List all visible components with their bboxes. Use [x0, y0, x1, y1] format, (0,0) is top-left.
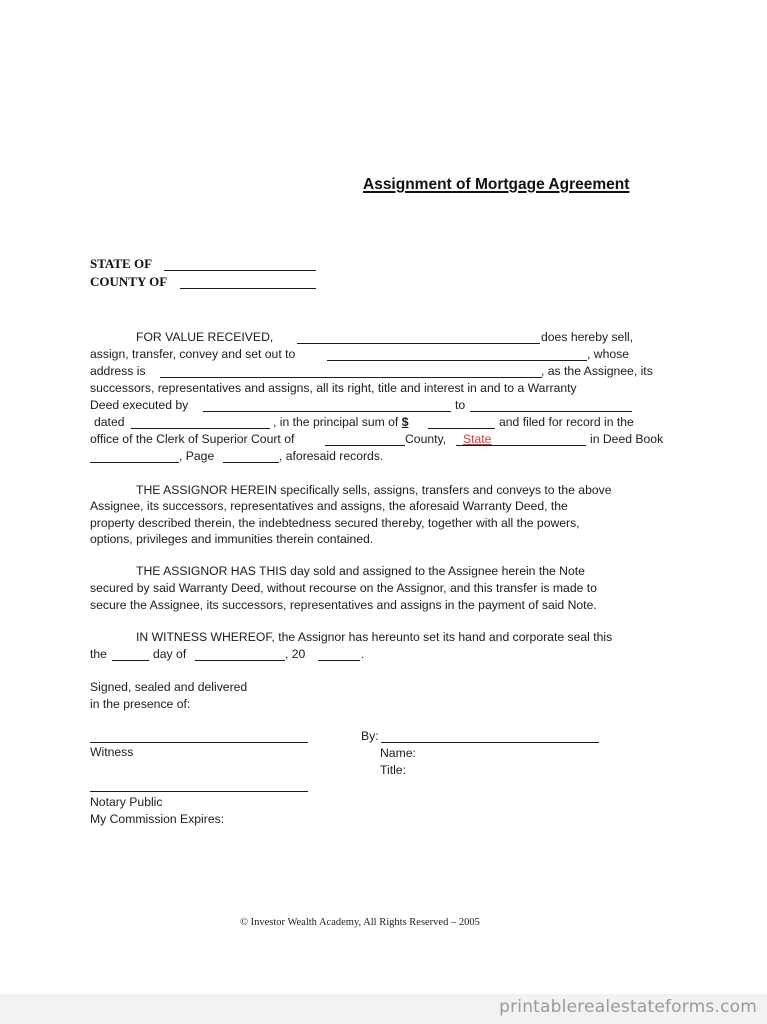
- para1-line2: [90, 346, 295, 363]
- state-placeholder: State: [463, 432, 492, 446]
- by-label: By:: [361, 729, 379, 743]
- state-of-text: STATE OF: [90, 256, 153, 271]
- para1-line7: [90, 431, 294, 448]
- county-blank[interactable]: [325, 445, 405, 446]
- para4-day-of: [153, 646, 186, 663]
- text: in Deed Book: [590, 432, 664, 446]
- text: dated: [94, 415, 125, 429]
- executed-to-blank[interactable]: [470, 411, 632, 412]
- assignor-signature-line[interactable]: [381, 742, 599, 743]
- text: , as the Assignee, its: [541, 364, 653, 378]
- witness-signature-line[interactable]: [90, 742, 308, 743]
- para4-line1: IN WITNESS WHEREOF, the Assignor has hereunto set its hand and corporate seal this: [136, 630, 613, 644]
- para1-line8: [179, 448, 214, 465]
- para4-end: [361, 646, 364, 663]
- title-label: Title:: [380, 763, 406, 777]
- para2-line2: Assignee, its successors, representatives and assigns, the aforesaid Warranty Deed, the: [90, 499, 568, 513]
- para3-line3: secure the Assignee, its successors, representatives and assigns in the payment of said Note.: [90, 598, 597, 612]
- text: , in the principal sum of: [273, 415, 399, 429]
- dated-blank[interactable]: [131, 428, 270, 429]
- document-title: Assignment of Mortgage Agreement: [363, 176, 630, 193]
- text: successors, representatives and assigns, all its right, title and interest in and to a Warranty: [90, 381, 577, 395]
- text: , whose: [587, 347, 630, 361]
- para1-line6: [94, 414, 125, 431]
- text: .: [361, 647, 365, 661]
- para1-line5-to: [455, 397, 465, 414]
- para1-line1: [136, 329, 273, 346]
- signed-sealed-label: Signed, sealed and delivered: [90, 680, 248, 694]
- text: the: [90, 647, 107, 661]
- para1-line6-end: [499, 414, 634, 431]
- para1-line6-mid: [273, 414, 409, 431]
- para1-line2-end: [587, 346, 629, 363]
- text: address is: [90, 364, 146, 378]
- month-blank[interactable]: [195, 660, 285, 661]
- text: , aforesaid records.: [279, 449, 384, 463]
- para1-line7-county: [405, 431, 446, 448]
- page-blank[interactable]: [223, 462, 279, 463]
- para1-line3-end: [541, 363, 653, 380]
- text: and filed for record in the: [499, 415, 634, 429]
- text: to: [455, 398, 466, 412]
- county-of-blank[interactable]: [180, 288, 316, 289]
- para3-line1: THE ASSIGNOR HAS THIS day sold and assigned to the Assignee herein the Note: [136, 564, 585, 578]
- state-field[interactable]: [463, 431, 491, 448]
- para1-line5: [90, 397, 188, 414]
- text: , Page: [179, 449, 215, 463]
- text: County,: [405, 432, 447, 446]
- day-blank[interactable]: [112, 660, 149, 661]
- text: , 20: [285, 647, 306, 661]
- copyright-footer: © Investor Wealth Academy, All Rights Reserved – 2005: [240, 917, 480, 928]
- deed-book-blank[interactable]: [90, 462, 179, 463]
- address-blank[interactable]: [160, 377, 542, 378]
- presence-of-label: in the presence of:: [90, 697, 191, 711]
- text: assign, transfer, convey and set out to: [90, 347, 296, 361]
- text: does hereby sell,: [541, 330, 634, 344]
- name-label: Name:: [380, 746, 416, 760]
- assignee-blank[interactable]: [327, 360, 587, 361]
- para2-line3: property described therein, the indebtedness secured thereby, together with all the powers,: [90, 516, 580, 530]
- text: Deed executed by: [90, 398, 189, 412]
- para1-line1-end: [541, 329, 633, 346]
- para2-line1: THE ASSIGNOR HEREIN specifically sells, assigns, transfers and conveys to the above: [136, 483, 612, 497]
- para3-line2: secured by said Warranty Deed, without recourse on the Assignor, and this transfer is made to: [90, 581, 597, 595]
- para1-line3: [90, 363, 146, 380]
- county-of-text: COUNTY OF: [90, 274, 168, 289]
- witness-label: Witness: [90, 745, 134, 759]
- notary-public-label: Notary Public: [90, 795, 163, 809]
- state-of-label: [90, 256, 152, 272]
- text: FOR VALUE RECEIVED,: [136, 330, 274, 344]
- para1-line4: [90, 380, 577, 397]
- notary-signature-line[interactable]: [90, 791, 308, 792]
- year-blank[interactable]: [318, 660, 360, 661]
- assignor-blank[interactable]: [297, 343, 540, 344]
- dollar-sign: $: [401, 415, 409, 429]
- executed-by-blank[interactable]: [203, 411, 451, 412]
- county-of-label: [90, 274, 167, 290]
- para1-line8-end: [279, 448, 383, 465]
- state-of-blank[interactable]: [164, 270, 316, 271]
- para4-line2: [90, 646, 107, 663]
- site-watermark: printablerealestateforms.com: [499, 997, 757, 1017]
- commission-expires-label: My Commission Expires:: [90, 812, 225, 826]
- para2-line4: options, privileges and immunities therein contained.: [90, 532, 374, 546]
- text: day of: [153, 647, 187, 661]
- para4-year-prefix: [285, 646, 305, 663]
- text: office of the Clerk of Superior Court of: [90, 432, 295, 446]
- para1-line7-end: [590, 431, 663, 448]
- principal-sum-blank[interactable]: [428, 428, 495, 429]
